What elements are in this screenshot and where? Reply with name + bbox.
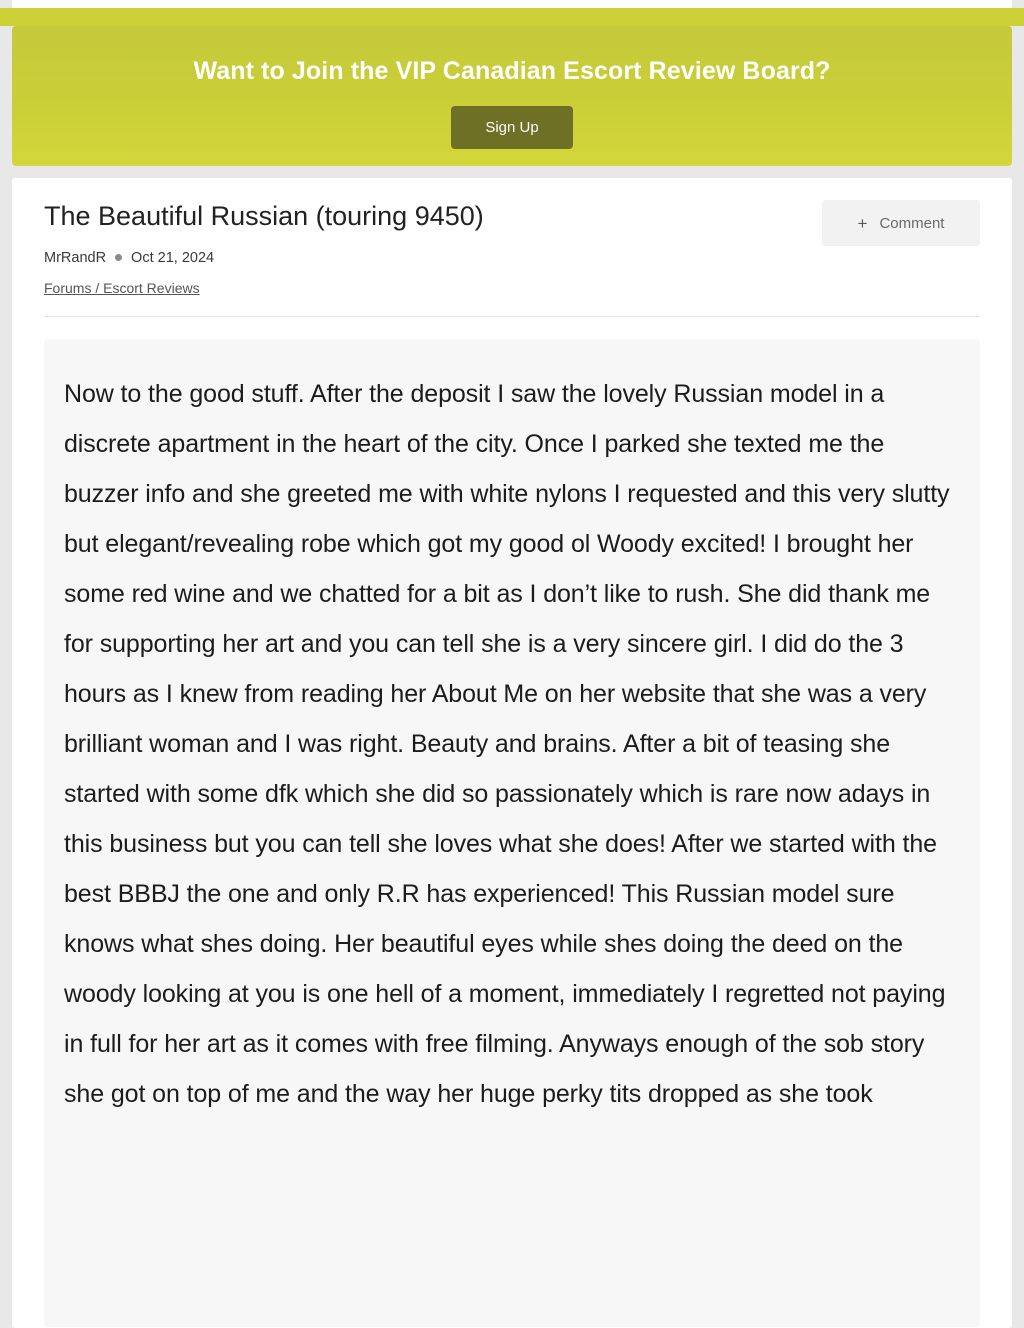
comment-button[interactable] [822, 200, 980, 246]
post-text: Now to the good stuff. After the deposit I saw the lovely Russian model in a discrete apartment in the heart of the city. Once I parked she texted me the buzzer info and she greeted me with white nylons I requested and this very slutty but elegant/revealing robe which got my good ol Woody excited! I brought her some red wine and we chatted for a bit as I don’t like to rush. She did thank me for supporting her art and you can tell she is a very sincere girl. I did do the 3 hours as I knew from reading her About Me on her website that she was a very brilliant woman and I was right. Beauty and brains. After a bit of teasing she started with some dfk which she did so passionately which is rare now adays in this business but you can tell she loves what she does! After we started with the best BBBJ the one and only R.R has experienced! This Russian model sure knows what shes doing. Her beautiful eyes while shes doing the deed on the woody looking at you is one hell of a moment, immediately I regretted not paying in full for her art as it comes with free filming. Anyways enough of the sob story she got on top of me and the way her huge perky tits dropped as she took [64, 379, 950, 1108]
separator-dot-icon [115, 254, 122, 261]
plus-icon: + [857, 213, 868, 233]
signup-button[interactable]: Sign Up [451, 106, 572, 149]
comment-button-label: Comment [879, 214, 945, 232]
banner-title: Want to Join the VIP Canadian Escort Review Board? [193, 57, 831, 85]
author-name[interactable]: MrRandR [44, 249, 107, 266]
vip-signup-banner [12, 26, 1012, 166]
breadcrumb[interactable]: Forums / Escort Reviews [44, 279, 200, 296]
post-body [44, 339, 980, 1327]
banner-backdrop [0, 8, 1024, 26]
header-divider [44, 316, 980, 317]
page-top-strip [12, 0, 1012, 8]
page-title: The Beautiful Russian (touring 9450) [44, 201, 484, 231]
thread-card [12, 178, 1012, 1328]
thread-header [12, 178, 1012, 298]
thread-meta [44, 250, 980, 266]
post-date: Oct 21, 2024 [131, 249, 215, 266]
